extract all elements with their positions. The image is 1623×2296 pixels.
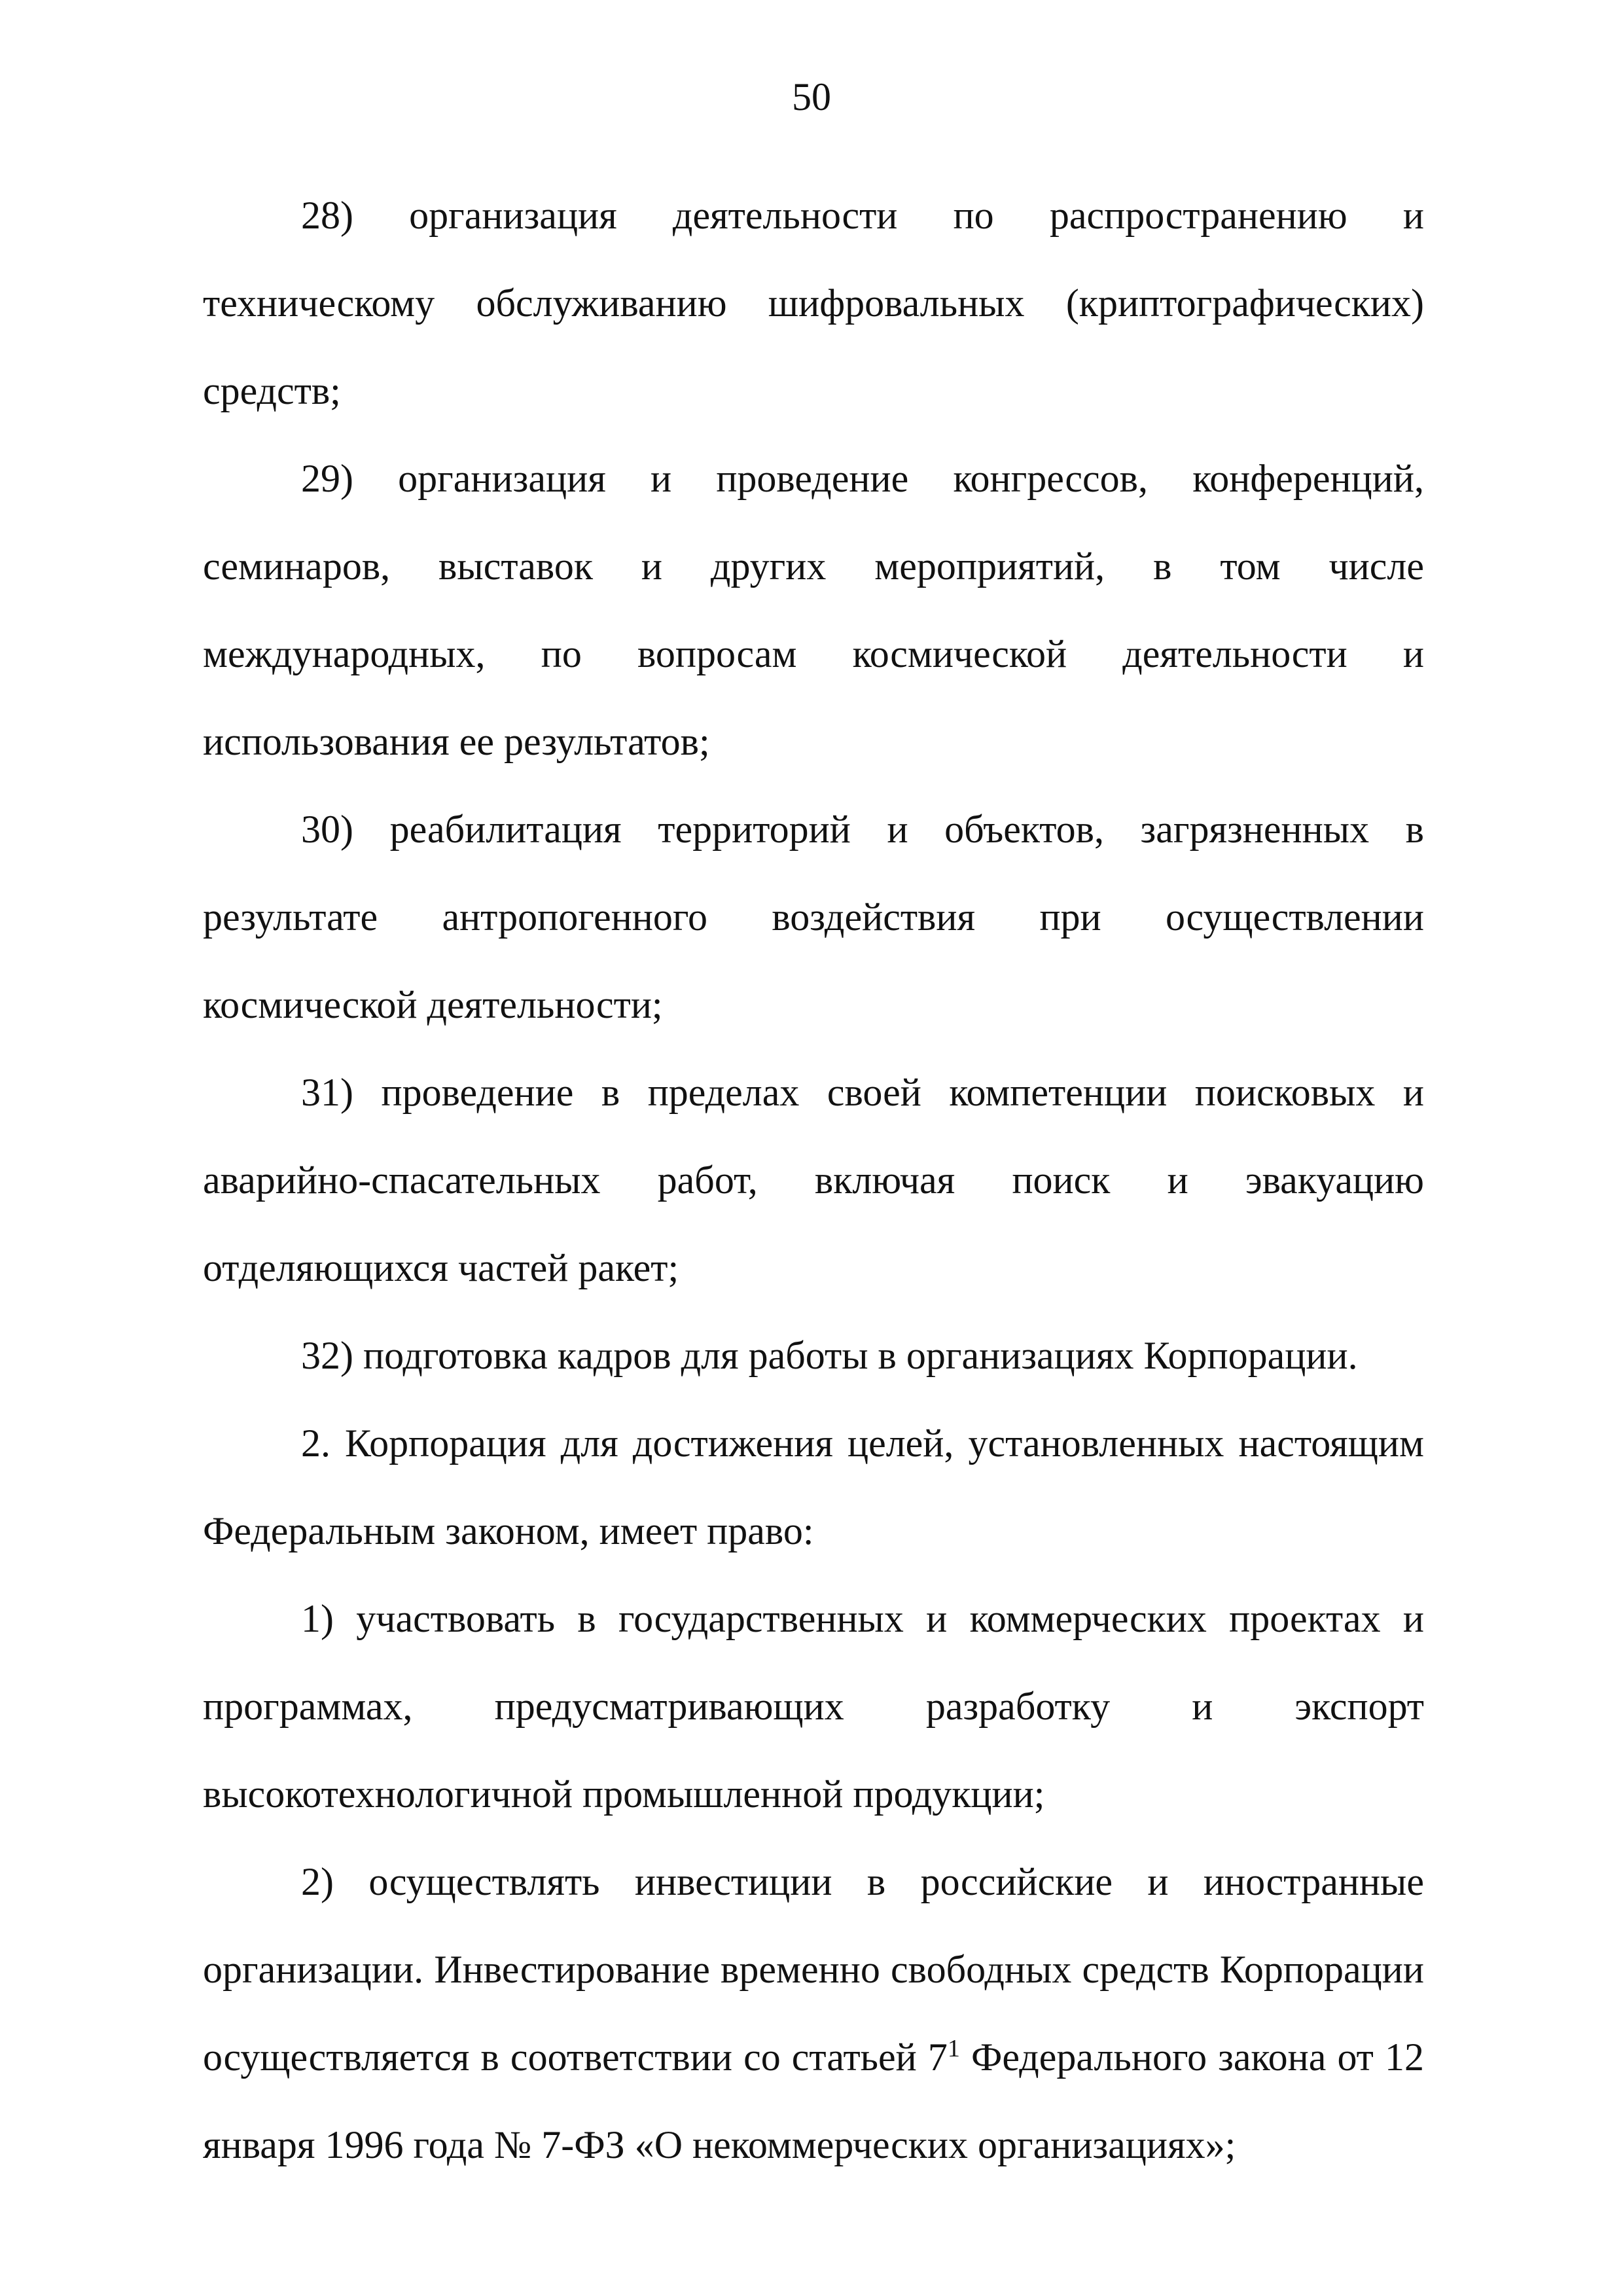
paragraph-item-28: 28) организация деятельности по распространению и техническому обслуживанию шифровальных (криптографических) средств; [203,194,1424,412]
paragraph-right-2 [203,1838,1424,2189]
paragraph-right-2-text-before: 2) осуществлять инвестиции в российские и иностранные организации. Инвестирование временно свободных средств Корпорации осуществляется в соответствии со статьей 7 [203,1860,1424,2079]
paragraph-section-2: 2. Корпорация для достижения целей, установленных настоящим Федеральным законом, имеет право: [203,1422,1424,1552]
document-body [203,171,1424,2189]
paragraph-right-2-text-after: Федерального закона от 12 января 1996 года № 7-ФЗ «О некоммерческих организациях»; [203,2036,1424,2166]
article-superscript: 1 [947,2035,960,2062]
paragraph-item-32: 32) подготовка кадров для работы в организациях Корпорации. [301,1334,1358,1377]
paragraph-right-1: 1) участвовать в государственных и коммерческих проектах и программах, предусматривающих разработку и экспорт высокотехнологичной промышленной продукции; [203,1597,1424,1816]
page-number: 50 [792,75,831,118]
paragraph-item-31: 31) проведение в пределах своей компетенции поисковых и аварийно-спасательных работ, включая поиск и эвакуацию отделяющихся частей ракет; [203,1071,1424,1289]
paragraph-item-30: 30) реабилитация территорий и объектов, загрязненных в результате антропогенного воздействия при осуществлении космической деятельности; [203,808,1424,1026]
paragraph-item-29: 29) организация и проведение конгрессов, конференций, семинаров, выставок и других мероприятий, в том числе международных, по вопросам космической деятельности и использования ее результатов; [203,457,1424,763]
